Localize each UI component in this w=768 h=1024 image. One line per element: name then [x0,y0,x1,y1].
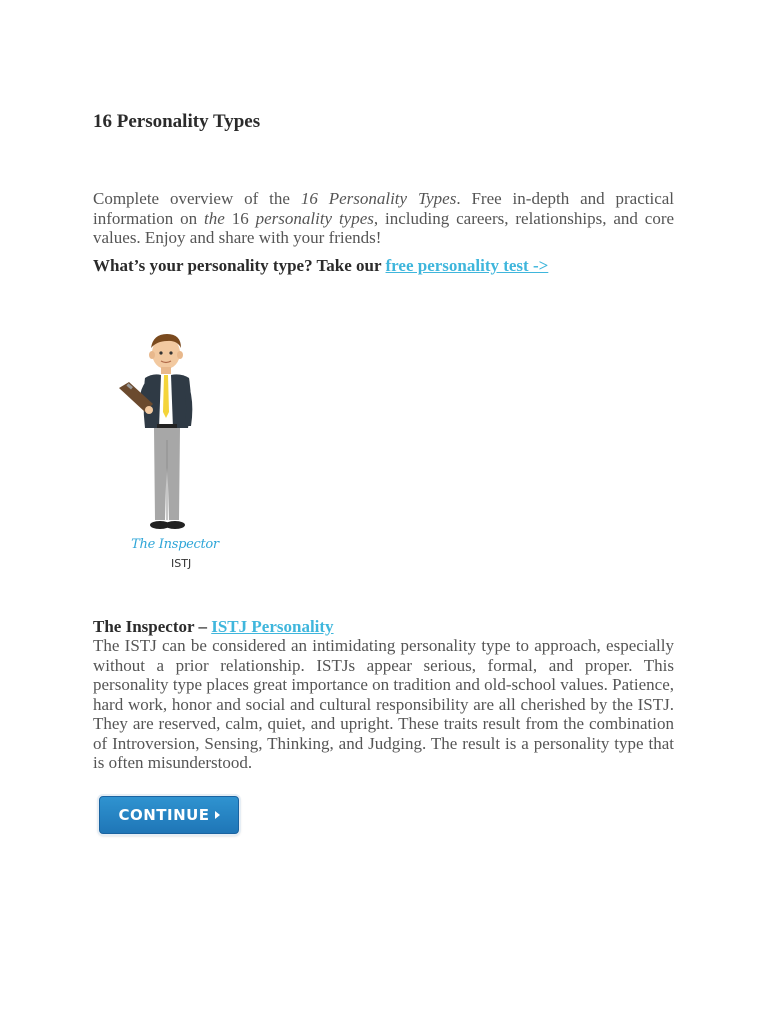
continue-button-label: CONTINUE [118,806,210,824]
free-test-link[interactable]: free personality test -> [385,256,549,275]
intro-text-1: Complete overview of the [93,189,290,208]
section-heading-text: The Inspector – [93,617,207,636]
figure-caption-type: ISTJ [171,557,192,570]
istj-description: The ISTJ can be considered an intimidating personality type to approach, especially without a prior relationship. ISTJs appear serious, formal, and proper. This personality type places great importance on tradition and old-school values. Patience, hard work, honor and social and cultural responsibility are all cherished by the ISTJ. They are reserved, calm, quiet, and upright. These traits result from the combination of Introversion, Sensing, Thinking, and Judging. The result is a personality type that is often misunderstood. [93,636,674,772]
page-title: 16 Personality Types [93,111,261,132]
continue-button[interactable] [99,796,239,834]
intro-emphasis-3: personality types [255,208,374,228]
figure-caption-name: The Inspector [131,537,219,552]
istj-personality-link[interactable]: ISTJ Personality [211,617,334,636]
inspector-character-image [109,330,219,540]
section-heading [93,617,334,637]
cta-text: What’s your personality type? Take our [93,256,382,275]
intro-paragraph [93,189,674,248]
test-cta [93,256,548,276]
intro-emphasis-1: 16 Personality Types [300,189,457,208]
play-arrow-icon [215,811,220,819]
intro-text-2: . Free in-depth and practical information on [93,189,675,228]
inspector-illustration [109,330,219,575]
intro-emphasis-2: the [204,208,225,228]
intro-text-4: , including careers, relationships, and core values. Enjoy and share with your friends! [93,208,675,247]
intro-text-3: 16 [231,208,249,228]
